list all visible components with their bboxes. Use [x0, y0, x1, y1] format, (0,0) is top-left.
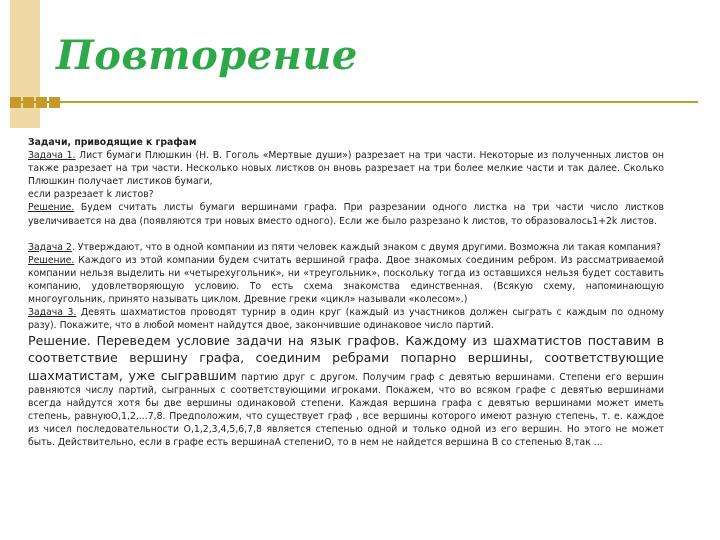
solution-3 — [28, 332, 664, 449]
decor-square — [23, 97, 34, 108]
slide-title: Повторение — [56, 32, 358, 79]
task-3-text: Девять шахматистов проводят турнир в один круг (каждый из участников должен сыграть с каждым по одному разу). Покажите, что в любой момент найдутся двое, закончившие одинаковое число партий. — [28, 307, 664, 332]
solution-2 — [28, 254, 664, 306]
task-1 — [28, 149, 664, 188]
paragraph-gap — [28, 228, 664, 241]
task-1-text: Лист бумаги Плюшкин (Н. В. Гоголь «Мертвые души») разрезает на три части. Некоторые из полученных листов он также разрезает на три части. Несколько новых листков он вновь разрезает на три более мелкие части и так далее. Сколько Плюшкин получает листиков бумаги, — [28, 150, 664, 188]
solution-2-text: Каждого из этой компании будем считать вершиной графа. Двое знакомых соединим ребром. Из рассматриваемой компании нельзя выделить ни «четырехугольник», ни «треугольник», поскольку тогда из оставшихся нельзя будет составить компанию, удовлетворяющую условию. То есть схема знакомства единственная. (Всякую схему, напоминающую многоугольник, принято называть циклом. Древние греки «цикл» называли «колесом».) — [28, 254, 664, 306]
task-2 — [28, 241, 664, 254]
solution-1 — [28, 201, 664, 227]
solution-3-lead: Решение. Переведем условие задачи на язык графов. Каждому из шахматистов поставим в соответствие вершину графа, соединим ребрами попарно вершины, соответствующие шахматистам, уже сыгравшим — [28, 333, 664, 383]
decorative-side-bar — [10, 0, 40, 128]
decor-square — [49, 97, 60, 108]
task-2-text: . Утверждают, что в одной компании из пяти человек каждый знаком с двумя другими. Возможна ли такая компания? — [71, 241, 661, 253]
section-heading: Задачи, приводящие к графам — [28, 137, 197, 148]
solution-3-text: партию друг с другом. Получим граф с девятью вершинами. Степени его вершин равняются числу партий, сыгранных с соответствующими игроками. Покажем, что во всяком графе с девятью вершинами всегда найдутся хотя бы две вершины одинаковой степени. Каждая вершина графа с девятью вершинами может иметь степень, равнуюO,1,2,...7,8. Предположим, что существует граф , все вершины которого имеют разную степень, т. е. каждое из чисел последовательности O,1,2,3,4,5,6,7,8 является степенью одной и только одной из его вершин. Но этого не может быть. Действительно, если в графе есть вершинаА степениO, то в нем не найдется вершина В со степенью 8,так ... — [28, 371, 665, 448]
solution-2-label: Решение. — [28, 254, 75, 266]
task-1-label: Задача 1. — [28, 150, 76, 162]
task-1-continuation: если разрезает k листов? — [28, 189, 154, 201]
task-3 — [28, 306, 664, 332]
task-3-label: Задача 3. — [28, 307, 77, 319]
solution-1-text: Будем считать листы бумаги вершинами графа. При разрезании одного листка на три части число листков увеличивается на два (появляются три новых вместо одного). Если же было разрезано k листов, то образовалось1+2k листов. — [28, 202, 664, 227]
task-2-label: Задача 2 — [28, 241, 72, 253]
decor-square — [10, 97, 21, 108]
decorative-squares — [10, 97, 60, 108]
slide-body — [28, 136, 664, 449]
decor-square — [36, 97, 47, 108]
solution-1-label: Решение. — [28, 202, 75, 214]
title-underline — [10, 101, 698, 103]
